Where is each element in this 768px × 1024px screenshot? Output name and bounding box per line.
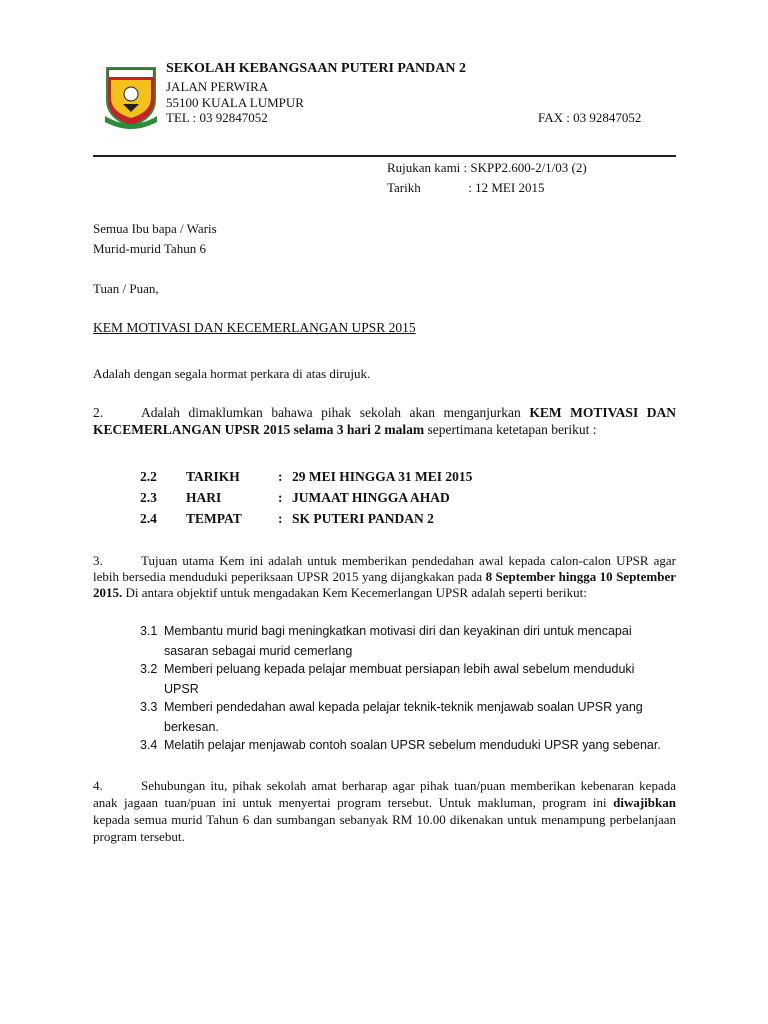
- date-label: Tarikh: [387, 180, 421, 195]
- para-2-number: 2.: [93, 405, 104, 420]
- date-line: [387, 180, 544, 196]
- para-2-text-1: Adalah dimaklumkan bahawa pihak sekolah akan menganjurkan: [141, 405, 530, 420]
- objective-text-continued: sasaran sebagai murid cemerlang: [164, 644, 353, 658]
- header-divider: [93, 155, 676, 157]
- para-3-bold: 8 September hingga 10 September 2015.: [93, 569, 676, 600]
- objective-item: [140, 624, 676, 658]
- opening-line: Adalah dengan segala hormat perkara di atas dirujuk.: [93, 366, 371, 381]
- recipient-line-2: Murid-murid Tahun 6: [93, 241, 206, 256]
- objective-item: [140, 700, 676, 734]
- recipient-line-1: Semua Ibu bapa / Waris: [93, 221, 217, 236]
- objective-text: Membantu murid bagi meningkatkan motivasi diri dan keyakinan diri untuk mencapai: [164, 624, 632, 638]
- detail-separator: :: [278, 469, 283, 484]
- reference-line: [387, 160, 587, 176]
- objective-item: [140, 662, 676, 696]
- objective-number: 3.4: [140, 738, 158, 752]
- para-4-bold: diwajibkan: [613, 795, 676, 810]
- paragraph-4: [93, 777, 676, 845]
- address-line-1: JALAN PERWIRA: [166, 79, 269, 94]
- detail-row: [140, 490, 450, 506]
- fax-number: FAX : 03 92847052: [538, 110, 642, 125]
- objective-number: 3.3: [140, 700, 158, 714]
- detail-label: TEMPAT: [186, 511, 242, 526]
- para-2-bold: KEM MOTIVASI DAN KECEMERLANGAN UPSR 2015 selama 3 hari 2 malam: [93, 405, 677, 437]
- objective-text: Melatih pelajar menjawab contoh soalan UPSR sebelum menduduki UPSR yang sebenar.: [164, 738, 661, 752]
- detail-separator: :: [278, 490, 283, 505]
- para-4-text-1: Sehubungan itu, pihak sekolah amat berharap agar pihak tuan/puan memberikan kebenaran kepada anak jagaan tuan/puan ini untuk menyertai program tersebut. Untuk makluman, program ini: [93, 778, 676, 810]
- objective-text: Memberi peluang kepada pelajar membuat persiapan lebih awal sebelum menduduki: [164, 662, 635, 676]
- detail-value: 29 MEI HINGGA 31 MEI 2015: [292, 469, 473, 484]
- objective-number: 3.1: [140, 624, 158, 638]
- address-line-2: 55100 KUALA LUMPUR: [166, 95, 304, 110]
- reference-value: : SKPP2.600-2/1/03 (2): [463, 160, 587, 175]
- school-crest-icon: [103, 60, 159, 130]
- para-4-number: 4.: [93, 778, 103, 793]
- detail-value: SK PUTERI PANDAN 2: [292, 511, 434, 526]
- para-4-text-2: kepada semua murid Tahun 6 dan sumbangan sebanyak RM 10.00 dikenakan untuk menampung perbelanjaan program tersebut.: [93, 812, 676, 844]
- objective-item: [140, 738, 676, 752]
- subject-heading: KEM MOTIVASI DAN KECEMERLANGAN UPSR 2015: [93, 320, 416, 335]
- salutation: Tuan / Puan,: [93, 281, 159, 296]
- objective-text-continued: UPSR: [164, 682, 199, 696]
- paragraph-3: [93, 553, 676, 601]
- paragraph-2: [93, 404, 676, 438]
- tel-number: TEL : 03 92847052: [166, 110, 268, 125]
- detail-separator: :: [278, 511, 283, 526]
- detail-value: JUMAAT HINGGA AHAD: [292, 490, 450, 505]
- detail-label: HARI: [186, 490, 222, 505]
- para-3-number: 3.: [93, 553, 103, 568]
- detail-number: 2.2: [140, 469, 157, 484]
- reference-label: Rujukan kami: [387, 160, 461, 175]
- detail-label: TARIKH: [186, 469, 240, 484]
- detail-row: [140, 511, 434, 527]
- detail-number: 2.3: [140, 490, 157, 505]
- para-3-text-2: Di antara objektif untuk mengadakan Kem Kecemerlangan UPSR adalah seperti berikut:: [122, 585, 587, 600]
- detail-row: [140, 469, 472, 485]
- date-value: : 12 MEI 2015: [468, 180, 545, 195]
- school-name: SEKOLAH KEBANGSAAN PUTERI PANDAN 2: [166, 61, 466, 76]
- detail-number: 2.4: [140, 511, 157, 526]
- para-3-text-1: Tujuan utama Kem ini adalah untuk memberikan pendedahan awal kepada calon-calon UPSR agar lebih bersedia menduduki peperiksaan UPSR 2015 yang dijangkakan pada: [93, 553, 676, 584]
- objective-number: 3.2: [140, 662, 158, 676]
- objective-text: Memberi pendedahan awal kepada pelajar teknik-teknik menjawab soalan UPSR yang: [164, 700, 643, 714]
- para-2-text-2: sepertimana ketetapan berikut :: [424, 422, 597, 437]
- objective-text-continued: berkesan.: [164, 720, 219, 734]
